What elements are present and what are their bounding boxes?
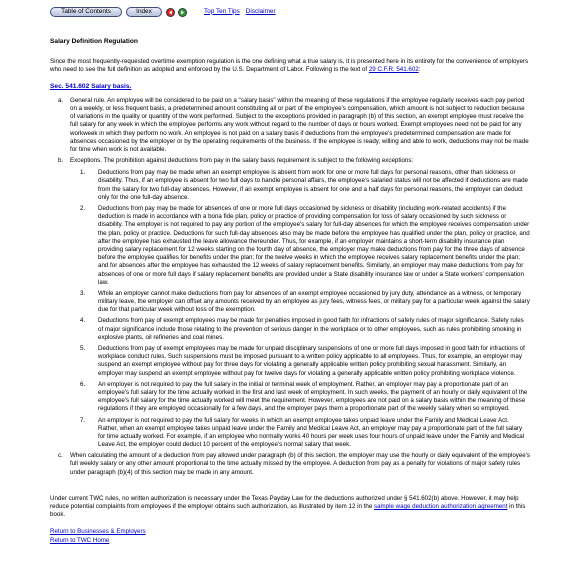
closing-after: in this book. xyxy=(50,503,526,519)
list-item-text: General rule. An employee will be considered to be paid on a "salary basis" within the meaning of these regulations if the employee regularly receives each pay period on a weekly, or less frequent basis, a predetermined amount constituting all or part of the employee's compensation, which amount is not subject to reduction because of variations in the quality or quantity of the work performed. Subject to the exceptions provided in paragraph (b) of this section, an exempt employee must receive the full salary for any week in which the employee performs any work without regard to the number of days or hours worked. Exempt employees need not be paid for any workweek in which they perform no work. An employee is not paid on a salary basis if deductions from the employee's predetermined compensation are made for absences occasioned by the employer or by the operating requirements of the business. If the employee is ready, willing and able to work, deductions may not be made for time when work is not available. xyxy=(70,96,529,153)
table-of-contents-button[interactable]: Table of Contents xyxy=(50,7,122,17)
list-item-text: Deductions from pay may be made for absences of one or more full days occasioned by sickness or disability (including work-related accidents) if the deduction is made in accordance with a bona fide plan, policy or practice of providing compensation for loss of salary occasioned by such sickness or disability. The employer is not required to pay any portion of the employee's salary for full-day absences for which the employee receives compensation under the plan, policy or practice. Deductions for such full-day absences also may be made before the employee has qualified under the plan, policy or practice, and after the employee has exhausted the leave allowance thereunder. Thus, for example, if an employer maintains a short-term disability insurance plan providing salary replacement for 12 weeks starting on the fourth day of absence, the employer may make deductions from pay for the three days of absence before the employee qualifies for benefits under the plan; for the twelve weeks in which the employee receives salary replacement benefits under the plan; and for absences after the employee has exhausted the 12 weeks of salary replacement benefits. Similarly, an employer may make deductions from pay for absences of one or more full days if salary replacement benefits are provided under a State disability insurance law or under a State workers' compensation law. xyxy=(98,205,530,286)
cfr-link[interactable]: 29 C.F.R. 541.602 xyxy=(368,65,419,73)
disclaimer-link[interactable]: Disclaimer xyxy=(245,7,276,15)
list-marker: 1. xyxy=(80,169,86,177)
intro-text: Since the most frequently-requested overtime exemption regulation is the one defining what a true salary is, it is presented here in its entirety for the convenience of employers who need to see the full definition as adopted and enforced by the U.S. Department of Labor. Following is the text of xyxy=(50,57,529,73)
sample-wage-deduction-link[interactable]: sample wage deduction authorization agreement xyxy=(373,503,508,511)
list-item-text: Deductions from pay of exempt employees may be made for unpaid disciplinary suspensions of one or more full days imposed in good faith for infractions of workplace conduct rules. Such suspensions must be imposed pursuant to a written policy applicable to all employees. Thus, for example, an employer may suspend an exempt employee without pay for three days for violating a generally applicable written policy prohibiting sexual harassment. Similarly, an employer may suspend an exempt employee without pay for twelve days for violating a generally applicable written policy prohibiting workplace violence. xyxy=(98,345,525,377)
intro-paragraph xyxy=(50,58,530,74)
list-marker: a. xyxy=(58,96,64,104)
list-marker: b. xyxy=(58,157,64,165)
index-button[interactable]: Index xyxy=(126,7,162,17)
intro-after: : xyxy=(418,65,421,73)
list-marker: 4. xyxy=(80,317,86,325)
list-marker: 5. xyxy=(80,345,86,353)
return-links xyxy=(50,528,530,544)
list-item xyxy=(80,169,530,202)
list-item-c xyxy=(58,452,530,477)
list-item xyxy=(80,345,530,378)
list-item-text: Deductions from pay of exempt employees may be made for penalties imposed in good faith for infractions of safety rules of major significance. Safety rules of major significance include those relating to the prevention of serious danger in the workplace or to other employees, such as rules prohibiting smoking in explosive plants, oil refineries and coal mines. xyxy=(98,317,524,341)
list-marker: 6. xyxy=(80,380,86,388)
page-title: Salary Definition Regulation xyxy=(50,38,138,45)
list-item xyxy=(80,205,530,287)
section-heading-link[interactable]: Sec. 541.602 Salary basis. xyxy=(50,83,132,91)
back-button[interactable] xyxy=(166,8,175,17)
list-item-text: While an employer cannot make deductions from pay for absences of an exempt employee occasioned by jury duty, attendance as a witness, or temporary military leave, the employer can offset any amounts received by an employee as jury fees, witness fees, or military pay for a particular week against the salary due for that particular week without loss of the exemption. xyxy=(98,289,530,314)
closing-text: Under current TWC rules, no written authorization is necessary under the Texas Payday Law for the deductions authorized under § 541.602(b) above. However, it may help reduce potential complaints from employees if the employer obtains such authorization, as illustrated by item 12 in the xyxy=(50,494,519,511)
exceptions-list xyxy=(80,169,530,449)
section-heading[interactable] xyxy=(50,83,530,92)
list-item xyxy=(80,417,530,450)
list-item-text: Exceptions. The prohibition against deductions from pay in the salary basis requirement is subject to the following exceptions: xyxy=(70,157,414,165)
list-item xyxy=(80,317,530,342)
list-item-b xyxy=(58,157,530,449)
list-marker: 3. xyxy=(80,289,86,297)
list-item-text: Deductions from pay may be made when an exempt employee is absent from work for one or more full days for personal reasons, other than sickness or disability. Thus, if an employee is absent for two full days to handle personal affairs, the employee's salaried status will not be affected if deductions are made from the salary for two full-day absences. However, if an exempt employee is absent for one and a half days for personal reasons, the employer can deduct only for the one full-day absence. xyxy=(98,169,528,201)
return-twc-home-link[interactable]: Return to TWC Home xyxy=(50,536,110,544)
closing-paragraph xyxy=(50,495,530,520)
list-item-text: An employer is not required to pay the full salary for weeks in which an exempt employee takes unpaid leave under the Family and Medical Leave Act. Rather, when an exempt employee takes unpaid leave under the Family and Medical Leave Act, an employer may pay a proportionate part of the full salary for time actually worked. For example, if an employee who normally works 40 hours per week uses four hours of unpaid leave under the Family and Medical Leave Act, the employer could deduct 10 percent of the employee's normal salary that week. xyxy=(98,416,525,449)
list-marker: 7. xyxy=(80,416,86,424)
forward-button[interactable] xyxy=(178,8,187,17)
list-item xyxy=(80,381,530,414)
return-businesses-link[interactable]: Return to Businesses & Employers xyxy=(50,528,146,536)
list-item-text: When calculating the amount of a deduction from pay allowed under paragraph (b) of this section, the employer may use the hourly or daily equivalent of the employee's full weekly salary or any other amount proportional to the time actually missed by the employee. A deduction from pay as a penalty for violations of major safety rules under paragraph (b)(4) of this section may be made in any amount. xyxy=(70,452,531,476)
top-ten-tips-link[interactable]: Top Ten Tips xyxy=(204,7,240,15)
arrow-left-icon xyxy=(167,9,174,16)
list-item xyxy=(80,290,530,315)
list-item-text: An employer is not required to pay the full salary in the initial or terminal week of employment. Rather, an employer may pay a proportionate part of an employee's full salary for the time actually worked in the first and last week of employment. In such weeks, the payment of an hourly or daily equivalent of the employee's full salary for the time actually worked will meet the requirement. However, employees are not paid on a salary basis within the meaning of these regulations if they are employed occasionally for a few days, and the employer pays them a proportionate part of the weekly salary when so employed. xyxy=(98,380,528,413)
nav-toolbar xyxy=(50,6,530,18)
arrow-right-icon xyxy=(179,9,186,16)
regulation-list xyxy=(58,97,530,477)
list-marker: 2. xyxy=(80,205,86,213)
list-marker: c. xyxy=(58,452,63,460)
list-item-a xyxy=(58,97,530,154)
